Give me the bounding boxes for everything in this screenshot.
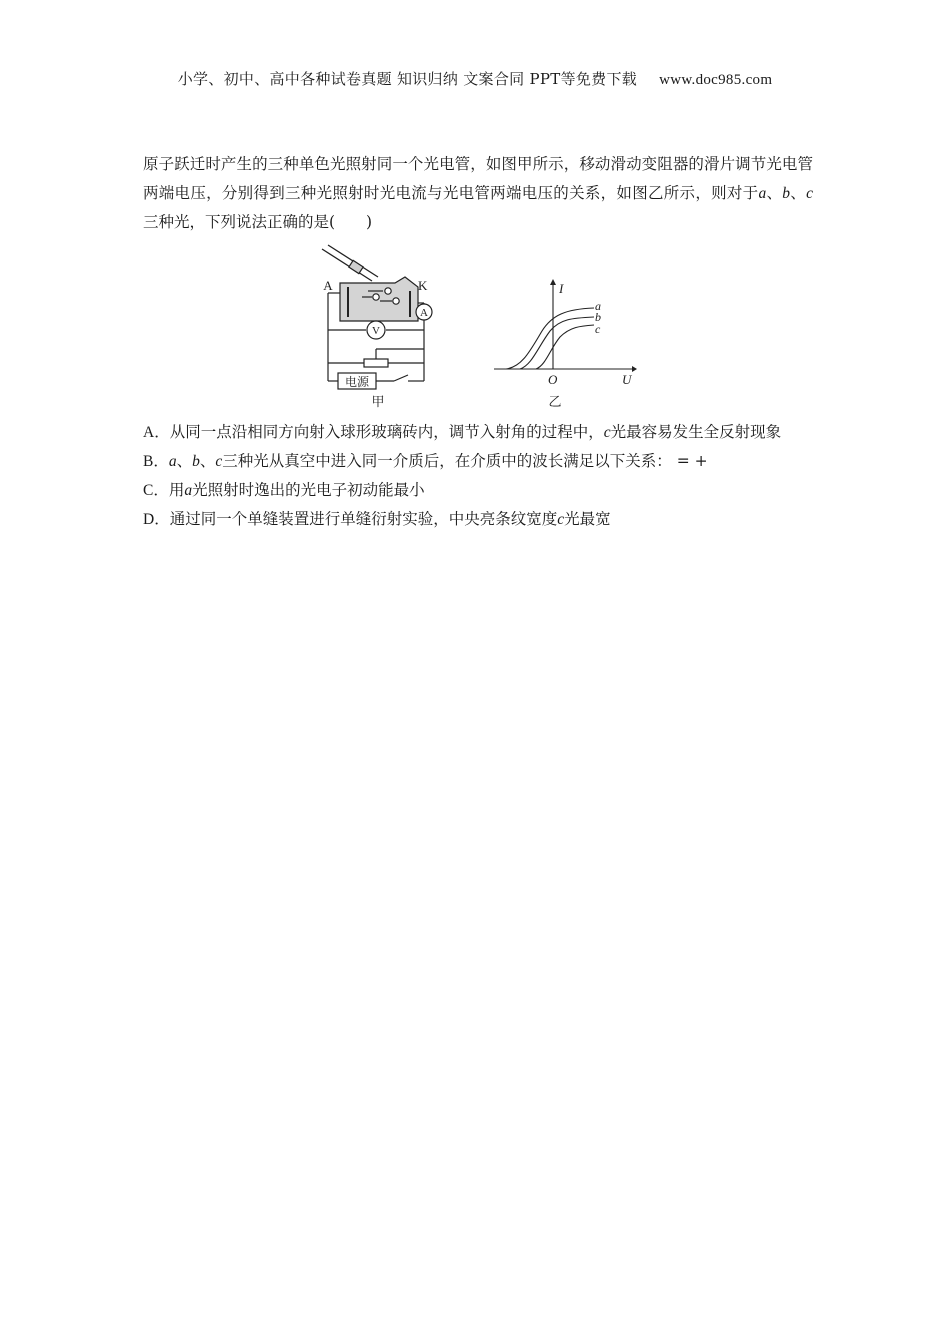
option-d[interactable] <box>143 505 813 534</box>
label-curve-c: c <box>595 322 601 336</box>
label-i: I <box>559 281 564 296</box>
header-text: 小学、初中、高中各种试卷真题 知识归纳 文案合同 PPT等免费下载 <box>177 70 638 88</box>
question-line: 原子跃迁时产生的三种单色光照射同一个光电管，如图甲所示，移动滑动变阻器的滑片调节光电管两端电压，分别得到三种光照射时光电流与光电管两端电压的关系，如图乙所示，则对于 <box>143 155 813 202</box>
curve-c <box>536 325 594 369</box>
separator: 、 <box>766 184 783 202</box>
light-beam <box>322 249 372 281</box>
label-curve-a: a <box>595 299 601 313</box>
figure-yi <box>494 279 637 372</box>
option-b[interactable] <box>143 447 813 476</box>
option-var: c <box>557 511 565 528</box>
switch-icon <box>394 375 408 381</box>
u-axis-arrow <box>632 366 637 372</box>
label-curve-b: b <box>595 310 601 324</box>
label-cathode: K <box>418 278 428 293</box>
figure-jia <box>322 245 432 389</box>
caption-yi: 乙 <box>548 394 562 409</box>
option-text: 光最容易发生全反射现象 <box>610 423 782 441</box>
option-var: a <box>168 453 177 470</box>
rheostat-icon <box>364 359 388 367</box>
label-power: 电源 <box>344 375 370 389</box>
label-voltmeter: V <box>372 325 380 337</box>
separator: 、 <box>199 452 216 470</box>
var-c: c <box>806 185 813 202</box>
option-text: 从同一点沿相同方向射入球形玻璃砖内，调节入射角的过程中， <box>169 423 604 441</box>
page-header <box>0 68 950 89</box>
curve-a <box>506 308 594 369</box>
option-text: 三种光从真空中进入同一介质后，在介质中的波长满足以下关系： = + <box>222 452 708 470</box>
option-label: C． <box>143 482 169 499</box>
electron-icon <box>385 288 391 294</box>
option-label: A． <box>143 424 170 441</box>
label-u: U <box>622 372 632 387</box>
electron-icon <box>373 294 379 300</box>
figure-svg <box>310 243 650 413</box>
option-label: D． <box>143 511 170 528</box>
option-var: b <box>192 453 200 470</box>
option-text: 光最宽 <box>564 510 611 528</box>
option-label: B． <box>143 453 169 470</box>
option-c[interactable] <box>143 476 813 505</box>
option-var: a <box>184 482 193 499</box>
beam-window <box>349 260 363 273</box>
question-text <box>143 150 813 237</box>
i-axis-arrow <box>550 279 556 285</box>
label-ammeter: A <box>420 307 428 319</box>
separator: 、 <box>790 184 807 202</box>
figures <box>310 243 650 413</box>
question-stem <box>143 150 813 237</box>
question-tail: 三种光，下列说法正确的是( ) <box>143 213 373 231</box>
var-b: b <box>782 185 791 202</box>
separator: 、 <box>176 452 193 470</box>
option-var: c <box>603 424 611 441</box>
caption-jia: 甲 <box>371 394 385 409</box>
option-text: 用 <box>168 481 185 499</box>
var-a: a <box>758 185 767 202</box>
option-text: 通过同一个单缝装置进行单缝衍射实验，中央亮条纹宽度 <box>169 510 558 528</box>
option-var: c <box>215 453 223 470</box>
electron-icon <box>393 298 399 304</box>
header-site-url: www.doc985.com <box>659 72 773 88</box>
option-a[interactable] <box>143 418 813 447</box>
label-origin: O <box>548 372 558 387</box>
label-anode: A <box>323 278 333 293</box>
curve-b <box>520 317 594 369</box>
figure-yi-labels <box>548 281 633 409</box>
option-text: 光照射时逸出的光电子初动能最小 <box>192 481 425 499</box>
answer-options <box>143 418 813 534</box>
